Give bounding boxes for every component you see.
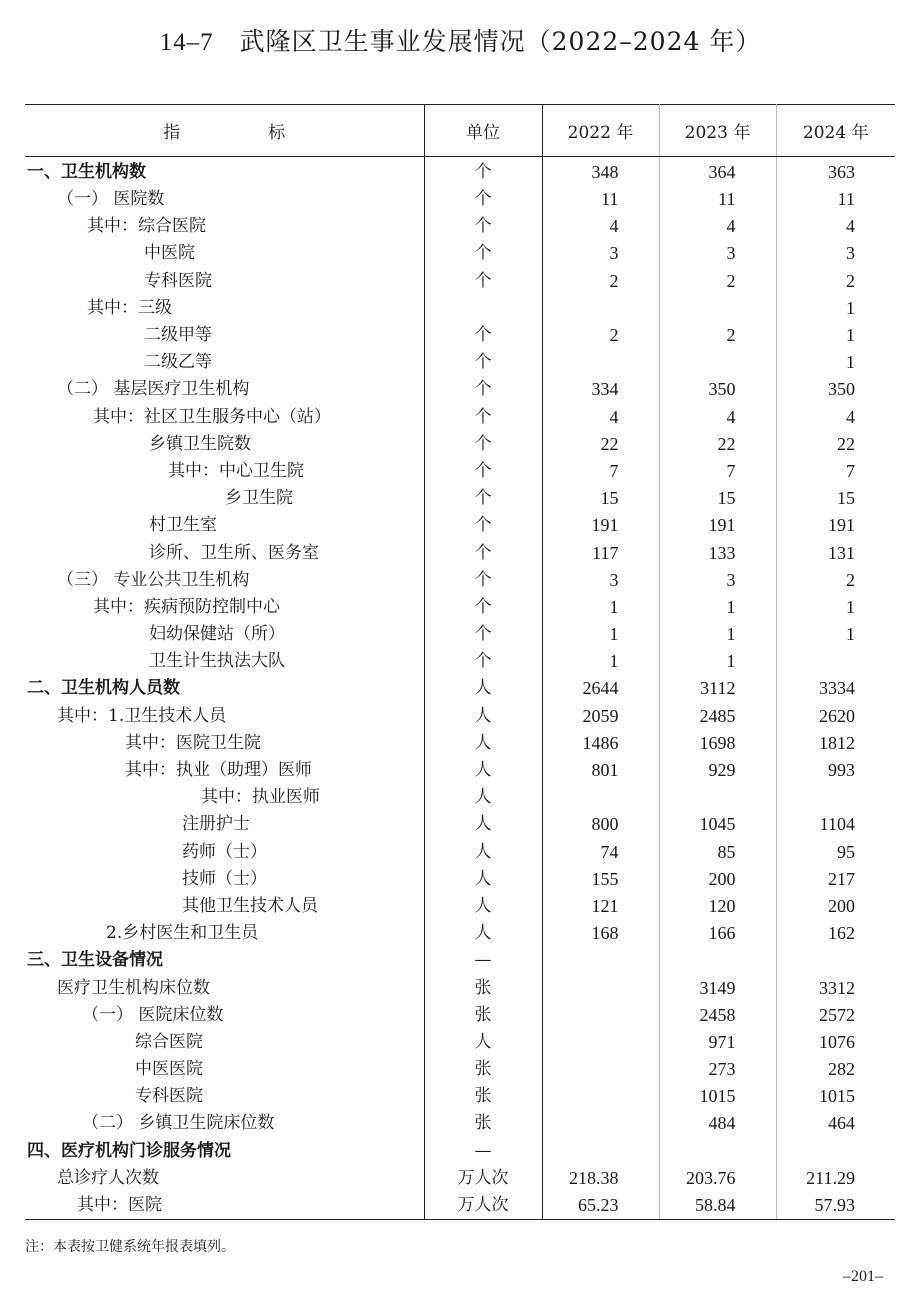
row-value-2022: 191 <box>542 512 659 539</box>
row-indicator: 药师（士） <box>182 841 267 862</box>
row-unit: 个 <box>424 349 542 376</box>
row-value-2022: 800 <box>542 811 659 838</box>
row-value-2022 <box>542 974 659 1001</box>
row-value-2023: 85 <box>659 839 776 866</box>
row-indicator: 二、卫生机构人员数 <box>27 678 180 699</box>
table-row <box>25 675 895 702</box>
row-value-2022 <box>542 1083 659 1110</box>
row-unit: 个 <box>424 594 542 621</box>
row-value-2022: 801 <box>542 757 659 784</box>
row-value-2023: 1 <box>659 621 776 648</box>
row-indicator: 二级甲等 <box>144 325 212 346</box>
table-row <box>25 539 895 566</box>
row-value-2023: 2485 <box>659 703 776 730</box>
row-value-2024: 1 <box>846 325 855 346</box>
row-value-2024 <box>776 1138 895 1165</box>
row-unit: 个 <box>424 240 542 267</box>
row-indicator: （一） 医院数 <box>57 189 165 210</box>
row-unit: 人 <box>424 730 542 757</box>
header-2024: 2024 年 <box>776 105 895 157</box>
row-value-2023: 166 <box>659 920 776 947</box>
row-indicator: 其中：医院 <box>25 1192 424 1220</box>
page-title <box>0 22 921 58</box>
row-indicator: 注册护士 <box>182 814 250 835</box>
row-value-2023: 120 <box>659 893 776 920</box>
row-value-2024: 4 <box>846 216 855 237</box>
header-indicator-char-1: 指 <box>163 123 181 143</box>
row-value-2024: 131 <box>828 542 855 563</box>
row-value-2024: 1 <box>846 352 855 373</box>
row-value-2024: 95 <box>837 841 855 862</box>
row-unit: 个 <box>424 512 542 539</box>
row-unit: 人 <box>424 866 542 893</box>
header-indicator-char-2: 标 <box>268 123 286 143</box>
table-row <box>25 322 895 349</box>
row-unit: 个 <box>424 485 542 512</box>
row-unit: 张 <box>424 1056 542 1083</box>
row-value-2023: 484 <box>659 1110 776 1137</box>
table-row <box>25 784 895 811</box>
row-unit: 个 <box>424 376 542 403</box>
row-value-2023: 273 <box>659 1056 776 1083</box>
row-value-2023: 3112 <box>659 675 776 702</box>
row-unit: 万人次 <box>424 1192 542 1220</box>
row-value-2022: 4 <box>542 404 659 431</box>
row-indicator: 医疗卫生机构床位数 <box>57 977 210 998</box>
row-value-2024: 464 <box>828 1113 855 1134</box>
table-row <box>25 1056 895 1083</box>
row-value-2022: 2 <box>542 268 659 295</box>
row-value-2022 <box>542 1029 659 1056</box>
table-row <box>25 839 895 866</box>
row-value-2024: 4 <box>846 406 855 427</box>
row-value-2023: 11 <box>659 186 776 213</box>
row-indicator: 其他卫生技术人员 <box>182 895 318 916</box>
row-unit: 人 <box>424 893 542 920</box>
row-unit: 个 <box>424 157 542 187</box>
row-value-2022: 2644 <box>542 675 659 702</box>
table-row <box>25 376 895 403</box>
row-value-2024 <box>776 947 895 974</box>
row-value-2022: 15 <box>542 485 659 512</box>
row-unit: 个 <box>424 567 542 594</box>
row-value-2022: 117 <box>542 539 659 566</box>
row-value-2023: 971 <box>659 1029 776 1056</box>
row-value-2023: 1 <box>659 594 776 621</box>
row-indicator: （二） 乡镇卫生院床位数 <box>82 1113 275 1134</box>
row-value-2024: 22 <box>837 433 855 454</box>
row-value-2023: 133 <box>659 539 776 566</box>
row-value-2024: 1015 <box>819 1086 855 1107</box>
row-indicator: 四、医疗机构门诊服务情况 <box>27 1140 231 1161</box>
row-indicator: 其中：疾病预防控制中心 <box>93 596 280 617</box>
row-value-2022: 155 <box>542 866 659 893</box>
row-unit: 人 <box>424 811 542 838</box>
row-value-2024: 15 <box>837 488 855 509</box>
row-value-2024: 3312 <box>819 977 855 998</box>
table-number: 14–7 <box>159 29 214 56</box>
table-row <box>25 512 895 539</box>
row-unit: 张 <box>424 1002 542 1029</box>
row-value-2023: 203.76 <box>659 1165 776 1192</box>
row-value-2023 <box>659 349 776 376</box>
row-value-2024: 1812 <box>819 732 855 753</box>
row-value-2023: 22 <box>659 431 776 458</box>
row-value-2024 <box>776 784 895 811</box>
row-value-2024: 1 <box>846 297 855 318</box>
table-row <box>25 186 895 213</box>
row-value-2024: 350 <box>828 379 855 400</box>
table-title: 武隆区卫生事业发展情况（2022–2024 年） <box>239 27 762 56</box>
row-value-2024: 162 <box>828 923 855 944</box>
row-indicator: 村卫生室 <box>149 515 217 536</box>
header-2022: 2022 年 <box>542 105 659 157</box>
row-value-2022 <box>542 1056 659 1083</box>
table-row <box>25 1165 895 1192</box>
table-row <box>25 213 895 240</box>
table-row <box>25 268 895 295</box>
row-unit: 个 <box>424 268 542 295</box>
row-value-2022: 2 <box>542 322 659 349</box>
row-indicator: 专科医院 <box>144 270 212 291</box>
row-value-2024: 57.93 <box>776 1192 895 1220</box>
row-value-2024: 2 <box>846 569 855 590</box>
row-indicator: 乡镇卫生院数 <box>149 433 251 454</box>
row-unit: 张 <box>424 974 542 1001</box>
row-indicator: 其中：1.卫生技术人员 <box>57 705 227 726</box>
table-body <box>25 157 895 1220</box>
row-indicator: 中医医院 <box>135 1059 203 1080</box>
table-row <box>25 866 895 893</box>
table-row <box>25 893 895 920</box>
row-value-2022: 65.23 <box>542 1192 659 1220</box>
row-value-2023: 2 <box>659 268 776 295</box>
row-indicator: 乡卫生院 <box>225 488 293 509</box>
row-value-2024: 217 <box>828 868 855 889</box>
row-indicator: 其中：社区卫生服务中心（站） <box>93 406 331 427</box>
row-value-2023: 929 <box>659 757 776 784</box>
row-value-2023 <box>659 1138 776 1165</box>
row-unit: 个 <box>424 539 542 566</box>
row-value-2023: 2458 <box>659 1002 776 1029</box>
header-2023: 2023 年 <box>659 105 776 157</box>
row-value-2023: 4 <box>659 213 776 240</box>
row-indicator: 卫生计生执法大队 <box>149 651 285 672</box>
row-value-2022 <box>542 1138 659 1165</box>
table-row <box>25 811 895 838</box>
row-value-2024: 1076 <box>819 1031 855 1052</box>
row-value-2023: 1045 <box>659 811 776 838</box>
row-value-2024 <box>776 648 895 675</box>
health-statistics-table <box>25 104 895 1220</box>
header-unit: 单位 <box>424 105 542 157</box>
row-value-2023: 200 <box>659 866 776 893</box>
row-indicator: 其中：执业医师 <box>201 787 320 808</box>
row-unit: — <box>424 1138 542 1165</box>
row-indicator: 二级乙等 <box>144 352 212 373</box>
row-value-2024: 2572 <box>819 1004 855 1025</box>
row-unit: 个 <box>424 431 542 458</box>
row-value-2022: 1 <box>542 648 659 675</box>
row-value-2023: 3 <box>659 240 776 267</box>
row-value-2023 <box>659 784 776 811</box>
table-row <box>25 404 895 431</box>
table-row <box>25 485 895 512</box>
table-row <box>25 1002 895 1029</box>
row-indicator: 诊所、卫生所、医务室 <box>149 542 319 563</box>
row-value-2022: 22 <box>542 431 659 458</box>
row-unit: 人 <box>424 839 542 866</box>
table-row <box>25 703 895 730</box>
table-row <box>25 730 895 757</box>
row-value-2023 <box>659 295 776 322</box>
table-note: 注：本表按卫健系统年报表填列。 <box>25 1239 235 1255</box>
row-indicator: 2.乡村医生和卫生员 <box>106 923 259 944</box>
table-row <box>25 1083 895 1110</box>
row-value-2024: 7 <box>846 460 855 481</box>
row-value-2022: 348 <box>542 157 659 187</box>
table-row <box>25 974 895 1001</box>
row-value-2024: 1104 <box>819 814 855 835</box>
row-value-2022 <box>542 1110 659 1137</box>
row-unit: 万人次 <box>424 1165 542 1192</box>
row-value-2022: 121 <box>542 893 659 920</box>
row-indicator: 综合医院 <box>135 1031 203 1052</box>
row-value-2024: 1 <box>846 596 855 617</box>
table-row <box>25 295 895 322</box>
table-row <box>25 1110 895 1137</box>
row-value-2022 <box>542 349 659 376</box>
row-value-2023: 364 <box>659 157 776 187</box>
row-unit: 张 <box>424 1083 542 1110</box>
row-value-2024: 3 <box>846 243 855 264</box>
row-unit: 个 <box>424 213 542 240</box>
row-value-2024: 363 <box>828 162 855 182</box>
row-unit: 个 <box>424 458 542 485</box>
table-header-row <box>25 105 895 157</box>
row-value-2023: 3149 <box>659 974 776 1001</box>
row-indicator: 其中：综合医院 <box>87 216 206 237</box>
row-value-2022: 334 <box>542 376 659 403</box>
row-unit: 个 <box>424 621 542 648</box>
row-value-2024: 2 <box>846 270 855 291</box>
row-indicator: （三） 专业公共卫生机构 <box>57 569 250 590</box>
row-value-2022 <box>542 784 659 811</box>
table-row <box>25 157 895 187</box>
row-unit: 人 <box>424 784 542 811</box>
row-value-2023: 350 <box>659 376 776 403</box>
row-indicator: （二） 基层医疗卫生机构 <box>57 379 250 400</box>
header-indicator <box>25 105 424 157</box>
row-value-2022: 168 <box>542 920 659 947</box>
row-unit: 个 <box>424 186 542 213</box>
row-value-2022: 3 <box>542 567 659 594</box>
row-indicator: 专科医院 <box>135 1086 203 1107</box>
row-indicator: 其中：医院卫生院 <box>125 732 261 753</box>
row-unit: 人 <box>424 757 542 784</box>
row-value-2024: 282 <box>828 1059 855 1080</box>
row-unit: 人 <box>424 675 542 702</box>
table-row <box>25 947 895 974</box>
row-value-2022: 1486 <box>542 730 659 757</box>
row-value-2023 <box>659 947 776 974</box>
row-unit: 个 <box>424 322 542 349</box>
row-unit: 张 <box>424 1110 542 1137</box>
row-value-2022: 3 <box>542 240 659 267</box>
row-indicator: 技师（士） <box>182 868 267 889</box>
row-value-2023: 7 <box>659 458 776 485</box>
row-value-2023: 4 <box>659 404 776 431</box>
row-value-2024: 211.29 <box>806 1167 855 1188</box>
row-value-2023: 15 <box>659 485 776 512</box>
row-indicator: 总诊疗人次数 <box>57 1167 159 1188</box>
row-value-2022 <box>542 295 659 322</box>
row-value-2022: 7 <box>542 458 659 485</box>
row-value-2022: 11 <box>542 186 659 213</box>
row-value-2022: 74 <box>542 839 659 866</box>
table-row <box>25 757 895 784</box>
row-value-2022: 2059 <box>542 703 659 730</box>
row-indicator: 中医院 <box>144 243 195 264</box>
row-indicator: （一） 医院床位数 <box>82 1004 224 1025</box>
row-value-2024: 200 <box>828 895 855 916</box>
row-value-2022: 218.38 <box>542 1165 659 1192</box>
row-value-2024: 2620 <box>819 705 855 726</box>
row-unit: 人 <box>424 1029 542 1056</box>
table-row <box>25 349 895 376</box>
row-value-2023: 1 <box>659 648 776 675</box>
table-row <box>25 1192 895 1220</box>
table-row <box>25 1029 895 1056</box>
row-value-2022 <box>542 1002 659 1029</box>
table-row <box>25 648 895 675</box>
row-value-2022 <box>542 947 659 974</box>
row-value-2023: 2 <box>659 322 776 349</box>
table-row <box>25 431 895 458</box>
page-number: –201– <box>843 1268 883 1285</box>
row-value-2023: 58.84 <box>659 1192 776 1220</box>
row-indicator: 其中：执业（助理）医师 <box>125 760 312 781</box>
row-value-2024: 3334 <box>819 678 855 699</box>
row-indicator: 其中：中心卫生院 <box>168 460 304 481</box>
row-value-2023: 3 <box>659 567 776 594</box>
row-value-2023: 191 <box>659 512 776 539</box>
table-row <box>25 594 895 621</box>
row-value-2023: 1015 <box>659 1083 776 1110</box>
row-indicator: 三、卫生设备情况 <box>27 950 163 971</box>
row-value-2022: 1 <box>542 594 659 621</box>
row-indicator: 其中：三级 <box>87 297 172 318</box>
table-row <box>25 567 895 594</box>
row-value-2022: 4 <box>542 213 659 240</box>
row-value-2023: 1698 <box>659 730 776 757</box>
row-value-2024: 1 <box>846 624 855 645</box>
row-unit: 个 <box>424 648 542 675</box>
row-unit: 人 <box>424 703 542 730</box>
table-row <box>25 621 895 648</box>
row-unit: — <box>424 947 542 974</box>
row-value-2022: 1 <box>542 621 659 648</box>
table-row <box>25 1138 895 1165</box>
row-value-2024: 191 <box>828 515 855 536</box>
row-unit: 个 <box>424 404 542 431</box>
row-value-2024: 993 <box>828 760 855 781</box>
table-row <box>25 920 895 947</box>
row-unit: 人 <box>424 920 542 947</box>
row-unit <box>424 295 542 322</box>
row-indicator: 一、卫生机构数 <box>27 162 146 182</box>
row-indicator: 妇幼保健站（所） <box>149 624 285 645</box>
row-value-2024: 11 <box>837 189 855 210</box>
table-row <box>25 458 895 485</box>
table-row <box>25 240 895 267</box>
